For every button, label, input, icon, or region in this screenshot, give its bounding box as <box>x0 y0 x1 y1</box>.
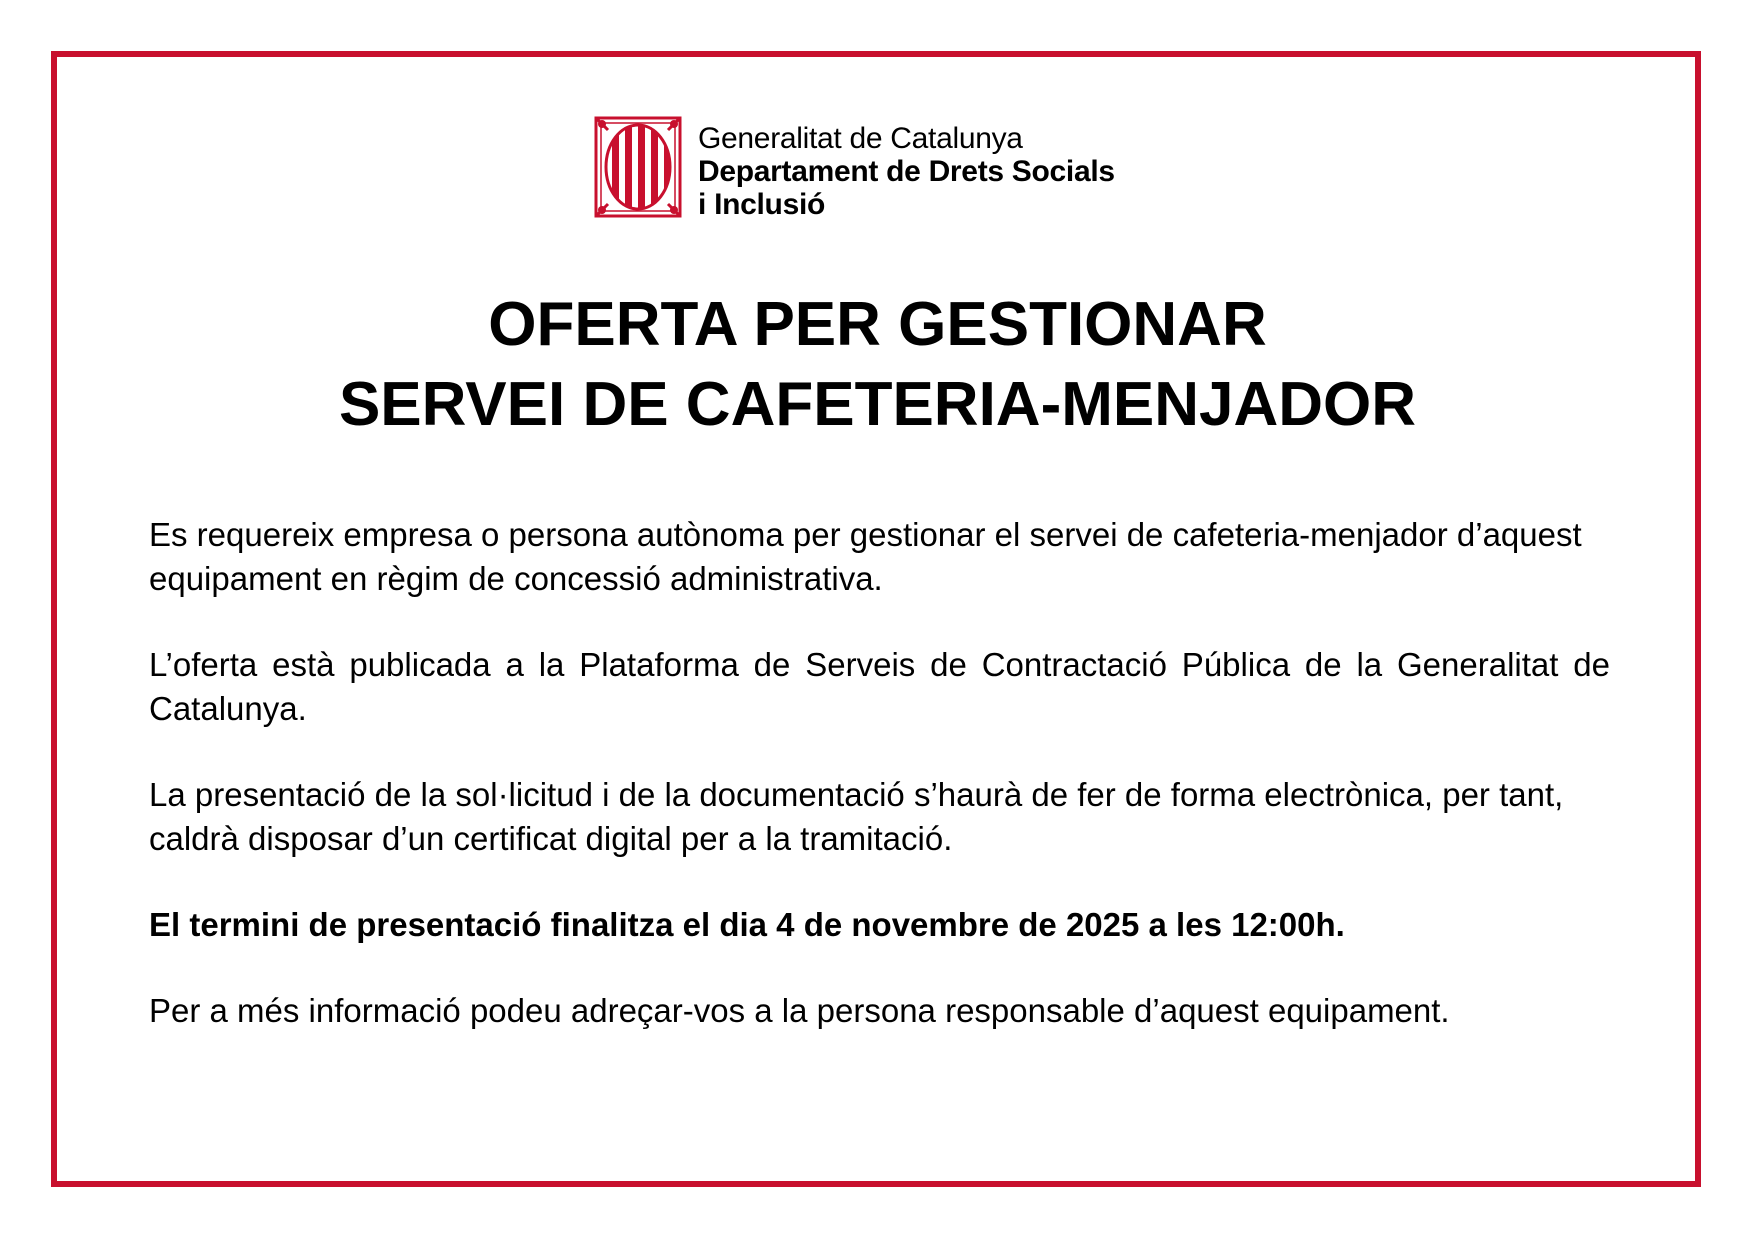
title-line-2: SERVEI DE CAFETERIA-MENJADOR <box>338 370 1417 439</box>
logo-institution-name: Generalitat de Catalunya <box>698 122 1023 155</box>
paragraph-more-info: Per a més informació podeu adreçar-vos a la persona responsable d’aquest equipament. <box>149 992 1450 1029</box>
page-title <box>0 285 1755 445</box>
notice-body <box>149 513 1610 1075</box>
generalitat-emblem-icon <box>594 116 682 218</box>
title-line-1: OFERTA PER GESTIONAR <box>488 290 1267 359</box>
paragraph-electronic-submission: La presentació de la sol·licitud i de la documentació s’haurà de fer de forma electrònica, per tant, caldrà disposar d’un certificat digital per a la tramitació. <box>149 776 1564 857</box>
logo-text <box>698 122 1115 221</box>
logo-department-name: Departament de Drets Socials <box>698 155 1115 188</box>
paragraph-publication: L’oferta està publicada a la Plataforma de Serveis de Contractació Pública de la Generalitat de Catalunya. <box>149 646 1610 727</box>
generalitat-logo <box>594 116 1115 220</box>
paragraph-deadline: El termini de presentació finalitza el dia 4 de novembre de 2025 a les 12:00h. <box>149 906 1345 943</box>
logo-department-name-cont: i Inclusió <box>698 188 826 221</box>
paragraph-requirement: Es requereix empresa o persona autònoma per gestionar el servei de cafeteria-menjador d’aquest equipament en règim de concessió administrativa. <box>149 516 1582 597</box>
